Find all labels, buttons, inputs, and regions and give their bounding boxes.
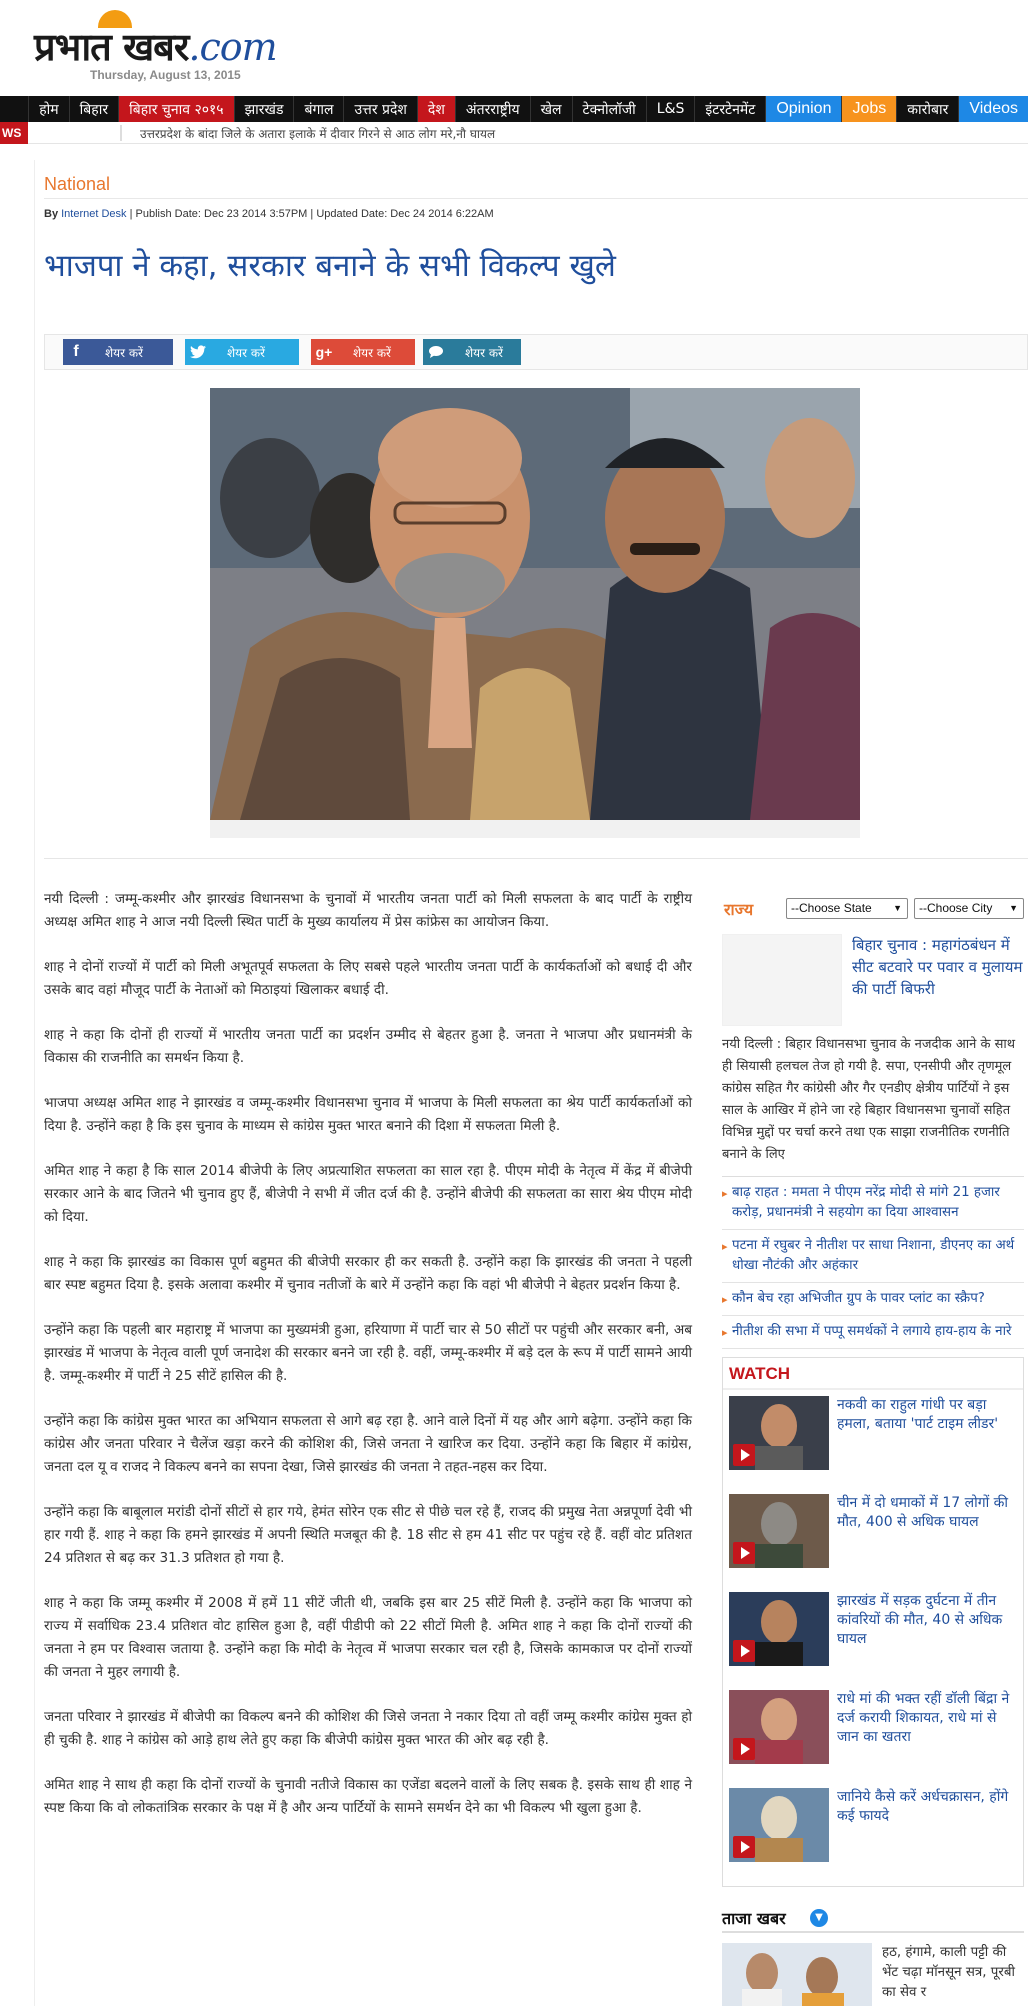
- author-link[interactable]: Internet Desk: [61, 208, 127, 220]
- nav-item-4[interactable]: बंगाल: [293, 96, 343, 122]
- lead-state-story[interactable]: [722, 934, 1024, 1032]
- nav-item-3[interactable]: झारखंड: [234, 96, 294, 122]
- image-caption-band: [210, 820, 860, 838]
- latest-news-header: [722, 1907, 1024, 1933]
- nav-item-7[interactable]: अंतरराष्ट्रीय: [455, 96, 530, 122]
- nav-item-13[interactable]: Jobs: [841, 96, 896, 122]
- lead-story-title[interactable]: बिहार चुनाव : महागंठबंधन में सीट बटवारे पर पवार व मुलायम की पार्टी बिफरी: [852, 936, 1023, 998]
- header-date: Thursday, August 13, 2015: [90, 68, 241, 82]
- nav-spacer: [0, 96, 28, 122]
- article-body: [44, 888, 692, 1842]
- choose-city-select[interactable]: [914, 898, 1024, 919]
- logo-text: प्रभात खबर.com: [34, 25, 277, 69]
- latest-news-thumbnail[interactable]: [722, 1943, 872, 2006]
- play-icon[interactable]: [733, 1444, 755, 1466]
- nav-item-2[interactable]: बिहार चुनाव २०१५: [118, 96, 234, 122]
- nav-item-15[interactable]: Videos: [958, 96, 1028, 122]
- nav-item-9[interactable]: टेक्नोलॉजी: [572, 96, 646, 122]
- article-hero-image: [210, 388, 860, 820]
- nav-item-10[interactable]: L&S: [646, 96, 695, 122]
- video-thumbnail[interactable]: [729, 1788, 829, 1862]
- site-logo[interactable]: [34, 6, 334, 86]
- article-paragraph: नयी दिल्ली : जम्मू-कश्मीर और झारखंड विधानसभा के चुनावों में भारतीय जनता पार्टी को मिली सफलता के बाद पार्टी के राष्ट्रीय अध्यक्ष अमित शाह ने आज नयी दिल्ली स्थित पार्टी के मुख्य कार्यालय में प्रेस कांफ्रेस का आयोजन किया.: [44, 891, 692, 930]
- list-item-label: बाढ़ राहत : ममता ने पीएम नरेंद्र मोदी से मांगे 21 हजार करोड़, प्रधानमंत्री ने सहयोग का दिया आश्वासन: [732, 1185, 1000, 1220]
- watch-title: WATCH: [723, 1358, 1023, 1390]
- twitter-share-button[interactable]: [185, 339, 299, 365]
- caret-right-icon: ▸: [722, 1326, 728, 1339]
- chevron-down-icon[interactable]: ▼: [810, 1909, 828, 1927]
- nav-item-6[interactable]: देश: [417, 96, 455, 122]
- watch-video-item[interactable]: [729, 1690, 1017, 1782]
- latest-news-title: ताजा खबर: [722, 1909, 786, 1928]
- watch-video-item[interactable]: [729, 1396, 1017, 1488]
- nav-item-14[interactable]: कारोबार: [896, 96, 958, 122]
- article-paragraph: उन्होंने कहा कि बाबूलाल मरांडी दोनों सीटों से हार गये, हेमंत सोरेन एक सीट से पीछे चल रहे हैं, राजद की प्रमुख नेता अन्नपूर्णा देवी भी हार गयी हैं. शाह ने कहा कि हमने झारखंड में अपनी स्थिति मजबूत की है. 18 सीट से हम 41 सीट पर पहुंच रहे हैं. वहीं वोट प्रतिशत 24 प्रतिशत से बढ़ कर 31.3 प्रतिशत हो गया है.: [44, 1504, 692, 1566]
- content-divider: [44, 858, 1028, 859]
- watch-video-item[interactable]: [729, 1592, 1017, 1684]
- choose-state-value: --Choose State: [791, 901, 872, 915]
- nav-item-1[interactable]: बिहार: [69, 96, 118, 122]
- latest-news-item[interactable]: [722, 1943, 1024, 2006]
- main-nav: [0, 96, 1028, 122]
- choose-city-value: --Choose City: [919, 901, 993, 915]
- section-divider: [44, 198, 1028, 199]
- article-paragraph: जनता परिवार ने झारखंड में बीजेपी का विकल्प बनने की कोशिश की जिसे जनता ने नकार दिया तो वहीं जम्मू कश्मीर कांग्रेस मुक्त हो ही चुकी है. शाह ने कांग्रेस को आड़े हाथ लेते हुए कहा कि बीजेपी कांग्रेस मुक्त भारत की ओर बढ़ रही है.: [44, 1709, 692, 1748]
- choose-state-select[interactable]: [786, 898, 908, 919]
- play-icon[interactable]: [733, 1836, 755, 1858]
- ticker-headline[interactable]: उत्तरप्रदेश के बांदा जिले के अतारा इलाके में दीवार गिरने से आठ लोग मरे,नौ घायल: [140, 127, 496, 141]
- article-paragraph: भाजपा अध्यक्ष अमित शाह ने झारखंड व जम्मू-कश्मीर विधानसभा चुनाव में भाजपा के मिली सफलता का श्रेय पार्टी कार्यकर्ताओं को दिया है. उन्होंने कहा है कि इस चुनाव के माध्यम से कांग्रेस मुक्त भारत बनाने की दिशा में सफलता मिली है.: [44, 1095, 692, 1134]
- article-paragraph: अमित शाह ने कहा है कि साल 2014 बीजेपी के लिए अप्रत्याशित सफलता का साल रहा है. पीएम मोदी के नेतृत्व में केंद्र में बीजेपी सरकार आने के बाद जितने भी चुनाव हुए हैं, बीजेपी ने सभी में जीत दर्ज की है. उन्होंने बीजेपी की सफलता का सारा श्रेय पीएम मोदी को दिया.: [44, 1163, 692, 1225]
- article-paragraph: अमित शाह ने साथ ही कहा कि दोनों राज्यों के चुनावी नतीजे विकास का एजेंडा बदलने वालों के लिए सबक है. इसके साथ ही शाह ने स्पष्ट किया कि वो लोकतांत्रिक सरकार के पक्ष में है और अन्य पार्टियों के सामने समर्थन देने का भी विकल्प भी खुला हुआ है.: [44, 1777, 692, 1816]
- watch-list: [723, 1396, 1023, 1880]
- play-icon[interactable]: [733, 1738, 755, 1760]
- article-paragraph: शाह ने कहा कि दोनों ही राज्यों में भारतीय जनता पार्टी का प्रदर्शन उम्मीद से बेहतर हुआ है. जनता ने भाजपा और प्रधानमंत्री के विकास की राजनीति का समर्थन किया है.: [44, 1027, 692, 1066]
- article-paragraph: शाह ने दोनों राज्यों में पार्टी को मिली अभूतपूर्व सफलता के लिए सबसे पहले भारतीय जनता पार्टी के कार्यकर्ताओं को बधाई दी और उसके बाद वहां मौजूद पार्टी के नेताओं को मिठाइयां खिलाकर बधाई दी.: [44, 959, 692, 998]
- caret-right-icon: ▸: [722, 1240, 728, 1253]
- play-icon[interactable]: [733, 1542, 755, 1564]
- list-item[interactable]: [722, 1177, 1024, 1230]
- article-paragraph: शाह ने कहा कि जम्मू कश्मीर में 2008 में हमें 11 सीटें जीती थी, जबकि इस बार 25 सीटें मिली है. उन्होंने कहा कि भाजपा को राज्य में सर्वाधिक 23.4 प्रतिशत वोट हासिल हुआ है, वहीं पीडीपी को 22 सीटों मिली है. अमित शाह ने कहा कि दोनों राज्यों की जनता ने हम पर विश्वास जताया है. उन्होंने कहा कि मोदी के नेतृत्व में भाजपा सरकार चल रही है, जिसके कामकाज पर दोनों राज्यों की जनता ने मुहर लगायी है.: [44, 1595, 692, 1680]
- share-bar: [44, 334, 1028, 370]
- comment-share-button[interactable]: [423, 339, 521, 365]
- article-paragraph: उन्होंने कहा कि पहली बार महाराष्ट्र में भाजपा का मुख्यमंत्री हुआ, हरियाणा में पार्टी चार से 50 सीटों पर पहुंची और सरकार बनी, अब झारखंड में भाजपा के नेतृत्व वाली पूर्ण जनादेश की सरकार बनने जा रही है. वहीं, जम्मू-कश्मीर में बड़े दल के रूप में पार्टी सामने आयी है. जम्मू-कश्मीर में पार्टी ने 25 सीटें हासिल की है.: [44, 1322, 692, 1384]
- googleplus-share-button[interactable]: [311, 339, 415, 365]
- nav-item-0[interactable]: होम: [28, 96, 68, 122]
- breaking-news-ticker: [0, 122, 1028, 144]
- googleplus-icon: g+: [315, 344, 333, 360]
- dropdown-arrow-icon: ▼: [893, 903, 902, 913]
- article-paragraph: उन्होंने कहा कि कांग्रेस मुक्त भारत का अभियान सफलता से आगे बढ़ रहा है. आने वाले दिनों में यह और आगे बढ़ेगा. उन्होंने कहा कि कांग्रेस और जनता परिवार ने चैलेंज खड़ा करने की कोशिश की, जिसे जनता ने खारिज कर दिया. उन्होंने कहा कि बिहार में कांग्रेस, जनता दल यू व राजद ने विकल्प बनने का सपना देखा, जिसे झारखंड की जनता ने तहत-नहस कर दिया.: [44, 1413, 692, 1475]
- list-item[interactable]: [722, 1316, 1024, 1349]
- watch-section: [722, 1357, 1024, 1887]
- facebook-share-label: शेयर करें: [105, 345, 143, 360]
- nav-item-12[interactable]: Opinion: [765, 96, 841, 122]
- section-tag[interactable]: National: [44, 174, 111, 194]
- video-title[interactable]: चीन में दो धमाकों में 17 लोगों की मौत, 400 से अधिक घायल: [837, 1495, 1009, 1530]
- latest-news-text[interactable]: हठ, हंगामे, काली पट्टी की भेंट चढ़ा मॉनसून सत्र, पूरबी का सेव र: [882, 1945, 1015, 2000]
- list-item-label: नीतीश की सभा में पप्पू समर्थकों ने लगाये हाय-हाय के नारे: [732, 1324, 1012, 1339]
- list-item[interactable]: [722, 1230, 1024, 1283]
- video-title[interactable]: जानिये कैसे करें अर्धचक्रासन, होंगे कई फायदे: [837, 1789, 1009, 1824]
- state-selector-row: [722, 896, 1024, 922]
- googleplus-share-label: शेयर करें: [353, 345, 391, 360]
- nav-item-11[interactable]: इंटरटेनमेंट: [694, 96, 765, 122]
- video-thumbnail[interactable]: [729, 1592, 829, 1666]
- facebook-share-button[interactable]: [63, 339, 173, 365]
- byline-prefix: By: [44, 208, 59, 220]
- comment-share-label: शेयर करें: [465, 345, 503, 360]
- byline: [44, 208, 494, 220]
- speech-bubble-icon: [423, 339, 449, 365]
- lead-story-summary: नयी दिल्ली : बिहार विधानसभा चुनाव के नजदीक आने के साथ ही सियासी हलचल तेज हो गयी है. सपा, एनसीपी और तृणमूल कांग्रेस सहित गैर कांग्रेसी और गैर एनडीए क्षेत्रीय पार्टियों ने इस साल के आखिर में होने जा रहे बिहार विधानसभा चुनावों सहित विभिन्न मुद्दों पर चर्चा करने तथा एक साझा राजनीतिक रणनीति बनाने के लिए: [722, 1037, 1016, 1162]
- video-thumbnail[interactable]: [729, 1494, 829, 1568]
- nav-item-8[interactable]: खेल: [530, 96, 572, 122]
- lead-story-thumbnail[interactable]: [722, 934, 842, 1026]
- publish-dates: | Publish Date: Dec 23 2014 3:57PM | Updated Date: Dec 24 2014 6:22AM: [129, 208, 494, 220]
- watch-video-item[interactable]: [729, 1494, 1017, 1586]
- ticker-divider: [120, 125, 122, 141]
- twitter-share-label: शेयर करें: [227, 345, 265, 360]
- play-icon[interactable]: [733, 1640, 755, 1662]
- video-title[interactable]: झारखंड में सड़क दुर्घटना में तीन कांवरियों की मौत, 40 से अधिक घायल: [837, 1593, 1003, 1647]
- sidebar: [722, 896, 1024, 2006]
- caret-right-icon: ▸: [722, 1293, 728, 1306]
- list-item-label: पटना में रघुबर ने नीतीश पर साधा निशाना, डीएनए का अर्थ धोखा नौटंकी और अहंकार: [732, 1238, 1015, 1273]
- nav-item-5[interactable]: उत्तर प्रदेश: [343, 96, 416, 122]
- video-title[interactable]: नकवी का राहुल गांधी पर बड़ा हमला, बताया 'पार्ट टाइम लीडर': [837, 1397, 999, 1432]
- facebook-icon: f: [73, 343, 79, 360]
- dropdown-arrow-icon: ▼: [1009, 903, 1018, 913]
- caret-right-icon: ▸: [722, 1187, 728, 1200]
- watch-video-item[interactable]: [729, 1788, 1017, 1880]
- video-thumbnail[interactable]: [729, 1396, 829, 1470]
- list-item-label: कौन बेच रहा अभिजीत ग्रुप के पावर प्लांट का स्क्रैप?: [732, 1291, 985, 1306]
- video-thumbnail[interactable]: [729, 1690, 829, 1764]
- state-section-title: राज्य: [724, 900, 754, 919]
- state-news-list: [722, 1176, 1024, 1349]
- article-paragraph: शाह ने कहा कि झारखंड का विकास पूर्ण बहुमत की बीजेपी सरकार ही कर सकती है. उन्होंने कहा कि झारखंड की जनता ने पहली बार स्पष्ट बहुमत दिया है. इसके अलावा कश्मीर में चुनाव नतीजों के बारे में उन्होंने कहा कि वहां भी बीजेपी ने बेहतर प्रदर्शन किया है.: [44, 1254, 692, 1293]
- twitter-icon: [185, 339, 211, 365]
- video-title[interactable]: राधे मां की भक्त रहीं डॉली बिंद्रा ने दर्ज करायी शिकायत, राधे मां से जान का खतरा: [837, 1691, 1010, 1745]
- article-headline: भाजपा ने कहा, सरकार बनाने के सभी विकल्प खुले: [44, 248, 616, 284]
- list-item[interactable]: [722, 1283, 1024, 1316]
- ticker-label: WS: [0, 122, 28, 144]
